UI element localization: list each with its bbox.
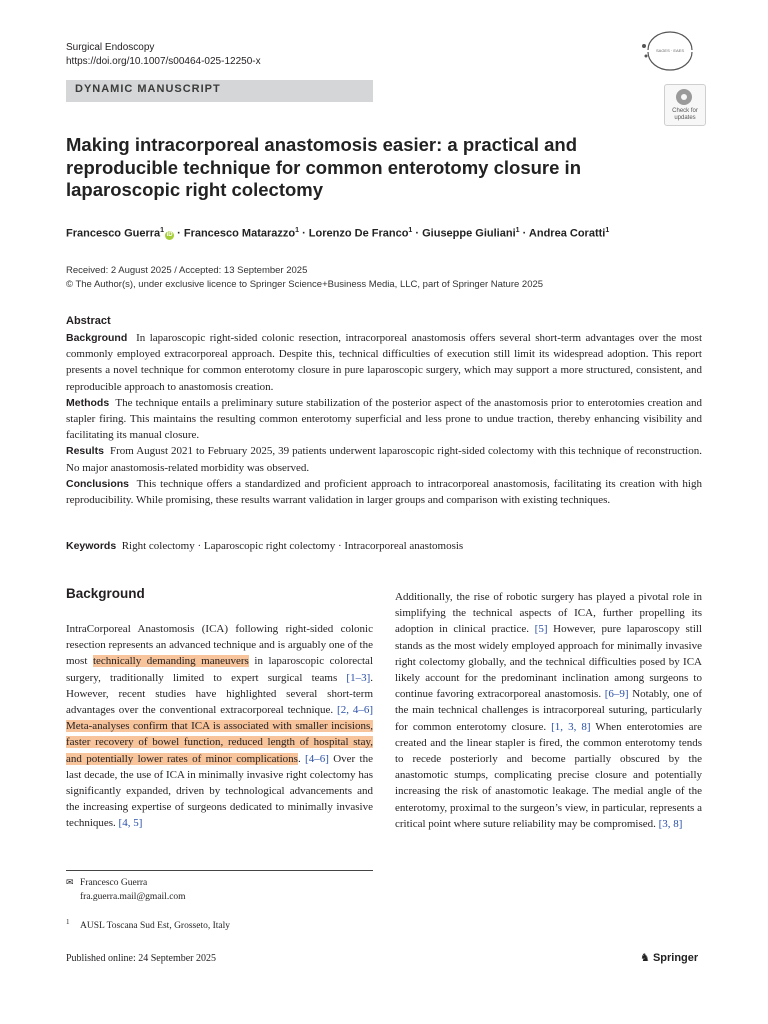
citation-link[interactable]: [3, 8] <box>658 817 683 830</box>
corresponding-name: Francesco Guerra <box>80 878 148 888</box>
keywords-text: Right colectomy · Laparoscopic right colectomy · Intracorporeal anastomosis <box>121 540 464 552</box>
section-heading: Background <box>66 586 145 601</box>
envelope-icon: ✉ <box>66 878 74 888</box>
author-affiliation: 1 <box>295 227 300 234</box>
abstract-heading: Abstract <box>66 315 111 327</box>
abstract-text: In laparoscopic right-sided colonic resection, intracorporeal anastomosis offers several short-term advantages over the most commonly employed extracorporeal approach. Despite this, technical difficulties of execution still limit its widespread adoption. This report presents a novel technique for common enterotomy closure in pure laparoscopic surgery, which may support a more structured, consistent, and reproducible approach to anastomosis creation. <box>66 332 702 393</box>
publisher-name: Springer <box>652 952 699 964</box>
article-title: Making intracorporeal anastomosis easier: a practical and reproducible technique for common enterotomy closure in laparoscopic right colectomy <box>66 134 581 200</box>
abstract-methods <box>66 395 702 444</box>
journal-logo <box>634 30 706 72</box>
check-for-updates-badge[interactable] <box>664 84 706 126</box>
author-affiliation: 1 <box>605 227 610 234</box>
check-label-1: Check for <box>672 108 698 114</box>
abstract-label: Methods <box>66 396 110 409</box>
abstract-background <box>66 330 702 395</box>
author-separator: · <box>412 227 423 240</box>
orcid-icon[interactable]: iD <box>166 231 173 238</box>
article-dates <box>66 264 543 292</box>
highlighted-text[interactable]: Meta-analyses confirm that ICA is associated with smaller incisions, faster recovery of bowel function, reduced length of hospital stay, and potentially lower rates of minor complications <box>66 720 373 765</box>
body-column-left <box>66 621 373 832</box>
check-label-2: updates <box>674 115 696 121</box>
keywords-label: Keywords <box>66 540 117 552</box>
article-type-label: DYNAMIC MANUSCRIPT <box>75 83 221 95</box>
highlighted-text[interactable]: technically demanding maneuvers <box>92 655 249 668</box>
author-list <box>66 227 706 240</box>
author-separator: · <box>299 227 309 240</box>
abstract-label: Results <box>66 445 104 458</box>
corresponding-author <box>66 876 186 904</box>
author-affiliation: 1 <box>408 227 413 234</box>
received-accepted: Received: 2 August 2025 / Accepted: 13 September 2025 <box>66 265 308 276</box>
abstract-body <box>66 330 702 508</box>
citation-link[interactable]: [1, 3, 8] <box>551 720 591 733</box>
abstract-label: Conclusions <box>66 477 130 490</box>
citation-link[interactable]: [5] <box>534 623 548 636</box>
copyright-line: © The Author(s), under exclusive licence to Springer Science+Business Media, LLC, part of Springer Nature 2025 <box>66 279 544 290</box>
abstract-results <box>66 443 702 475</box>
author-name[interactable]: Lorenzo De Franco <box>308 227 409 240</box>
affiliation-number: 1 <box>66 918 70 926</box>
author-separator: · <box>519 227 529 240</box>
citation-link[interactable]: [2, 4–6] <box>337 704 373 717</box>
footnote-divider <box>66 870 373 871</box>
abstract-conclusions <box>66 476 702 508</box>
article-type-banner <box>66 80 373 102</box>
journal-header <box>66 41 261 69</box>
author-separator: · <box>174 227 184 240</box>
email-link[interactable]: fra.guerra.mail@gmail.com <box>80 892 186 902</box>
author-name[interactable]: Francesco Guerra <box>66 227 161 240</box>
abstract-label: Background <box>66 332 128 344</box>
keywords <box>66 540 702 552</box>
affiliation-text: AUSL Toscana Sud Est, Grosseto, Italy <box>80 921 231 932</box>
abstract-text: From August 2021 to February 2025, 39 patients underwent laparoscopic right-sided colectomy with this technique of reconstruction. No major anastomosis-related morbidity was observed. <box>66 445 702 474</box>
paragraph: IntraCorporeal Anastomosis (ICA) following right-sided colonic resection represents an advanced technique and is arguably one of the most technically demanding maneuvers in laparoscopic colorectal surgery, traditionally limited to expert surgical teams [1–3]. However, recent studies have highlighted several short-term advantages over the conventional extracorporeal technique. [2, 4–6] Meta-analyses confirm that ICA is associated with smaller incisions, faster recovery of bowel function, reduced length of hospital stay, and potentially lower rates of minor complications. [4–6] Over the last decade, the use of ICA in minimally invasive right colectomy has significantly expanded, driven by technological advancements and the increasing expertise of surgeons dedicated to minimally invasive techniques. [4, 5] <box>66 623 373 830</box>
citation-link[interactable]: [6–9] <box>604 688 629 701</box>
author-name[interactable]: Francesco Matarazzo <box>183 227 296 240</box>
paragraph: Additionally, the rise of robotic surgery has played a pivotal role in simplifying the technical aspects of ICA, further propelling its adoption in clinical practice. [5] However, pure laparoscopy still stands as the most widely employed approach for minimally invasive right colectomy globally, and the technical difficulties posed by ICA likely account for the predominant inclination among surgeons to continue favoring extracorporeal anastomosis. [6–9] Notably, one of the main technical challenges is intracorporeal suturing, particularly for common enterotomy closure. [1, 3, 8] When enterotomies are created and the linear stapler is fired, the common enterotomy tends to recede posteriorly and become partially obscured by the anastomotic stumps, complicating precise closure and potentially increasing the risk of anastomotic leakage. The medial angle of the enterotomy, proximal to the surgeon’s view, in particular, represents a critical point where suture reliability may be compromised. [3, 8] <box>395 591 703 830</box>
springer-horse-icon: ♞ <box>640 951 650 964</box>
abstract-text: The technique entails a preliminary suture stabilization of the posterior aspect of the anastomosis prior to enterotomies creation and stapler firing. This maintains the resulting common enterotomy superficial and less prone to undue traction, thereby enhancing visibility and facilitating its manual closure. <box>66 396 702 442</box>
author-affiliation: 1 <box>515 227 520 234</box>
journal-name: Surgical Endoscopy <box>66 42 155 53</box>
published-online: Published online: 24 September 2025 <box>66 953 216 964</box>
publisher-logo <box>640 951 698 964</box>
citation-link[interactable]: [4–6] <box>305 752 329 765</box>
body-column-right <box>395 589 702 832</box>
doi-link[interactable]: https://doi.org/10.1007/s00464-025-12250-x <box>66 56 261 67</box>
citation-link[interactable]: [4, 5] <box>118 817 143 830</box>
author-affiliation: 1 <box>160 227 165 234</box>
abstract-text: This technique offers a standardized and proficient approach to intracorporeal anastomosis, facilitating its creation with high reproducibility. While promising, these results warrant validation in larger groups and comparison with existing techniques. <box>66 477 702 507</box>
citation-link[interactable]: [1–3] <box>346 671 371 684</box>
author-name[interactable]: Giuseppe Giuliani <box>422 227 516 240</box>
author-name[interactable]: Andrea Coratti <box>528 227 606 240</box>
svg-text:SAGES · EAES: SAGES · EAES <box>655 48 685 53</box>
affiliation-footnote <box>66 915 230 933</box>
